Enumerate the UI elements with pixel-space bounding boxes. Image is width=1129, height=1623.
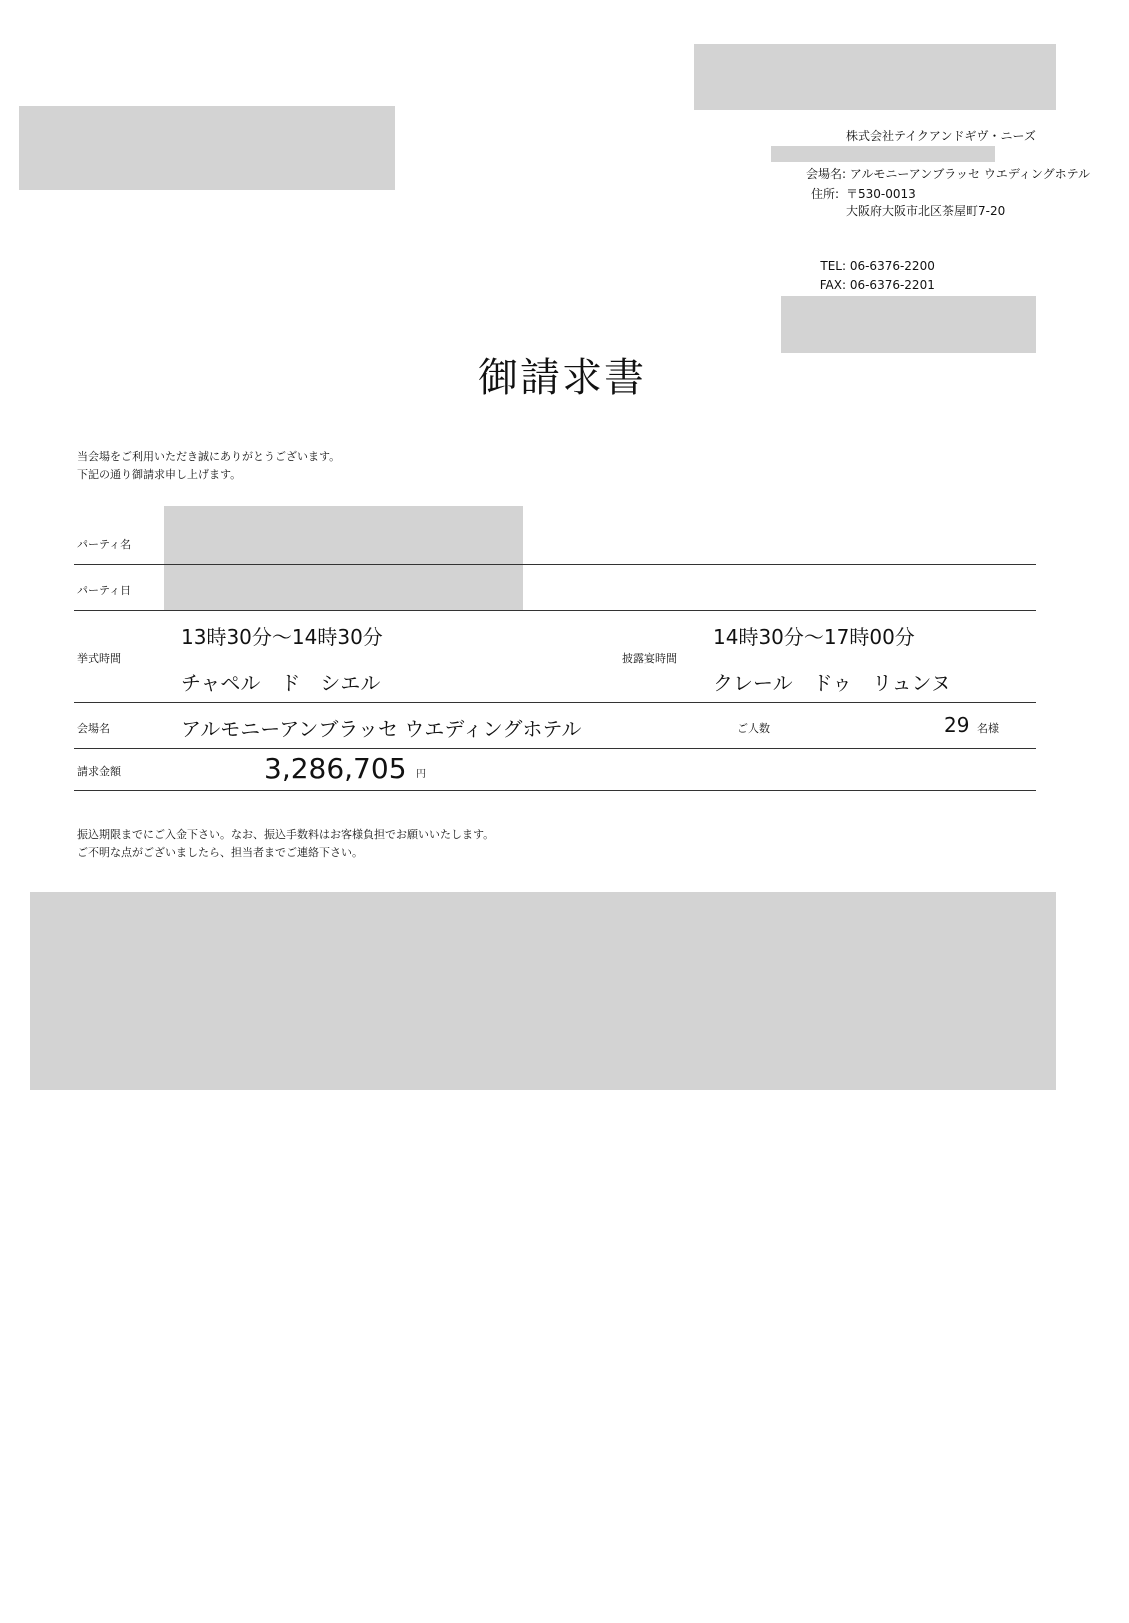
reception-place: クレール ドゥ リュンヌ — [713, 671, 951, 695]
venue-name: アルモニーアンブラッセ ウエディングホテル — [181, 717, 582, 741]
greeting-line-2: 下記の通り御請求申し上げます。 — [77, 468, 242, 481]
ceremony-label: 挙式時間 — [77, 652, 121, 665]
row-divider — [74, 610, 1036, 611]
redacted-block-top-left — [19, 106, 395, 190]
issuer-venue — [800, 165, 1090, 182]
redacted-block-under-fax — [781, 296, 1036, 353]
tel-line — [812, 259, 935, 273]
guests-count: 29 — [944, 713, 970, 737]
row-divider — [74, 790, 1036, 791]
reception-label: 披露宴時間 — [622, 652, 677, 665]
reception-time: 14時30分〜17時00分 — [713, 625, 915, 649]
address-label: 住所: — [811, 187, 840, 201]
ceremony-place: チャペル ド シエル — [181, 671, 381, 695]
party-date-label: パーティ日 — [77, 584, 132, 597]
redacted-line-under-company — [771, 146, 995, 162]
issuer-venue-label: 会場名: — [805, 167, 846, 181]
amount-label: 請求金額 — [77, 765, 121, 778]
issuer-venue-name: アルモニーアンブラッセ ウエディングホテル — [849, 167, 1091, 181]
redacted-block-top-right — [694, 44, 1056, 110]
note-line-2: ご不明な点がございましたら、担当者までご連絡下さい。 — [77, 846, 363, 859]
party-name-label: パーティ名 — [77, 538, 132, 551]
guests-unit: 名様 — [977, 722, 999, 735]
fax-line — [812, 278, 935, 292]
tel-number: 06-6376-2200 — [849, 259, 935, 273]
fax-label: FAX: — [819, 278, 846, 292]
row-divider — [74, 702, 1036, 703]
tel-label: TEL: — [820, 259, 846, 273]
amount-value: 3,286,705 — [264, 752, 407, 785]
row-divider — [74, 564, 1036, 565]
amount-unit: 円 — [416, 769, 426, 780]
fax-number: 06-6376-2201 — [849, 278, 935, 292]
guests-label: ご人数 — [737, 722, 770, 735]
company-name: 株式会社テイクアンドギヴ・ニーズ — [846, 129, 1036, 143]
ceremony-time: 13時30分〜14時30分 — [181, 625, 383, 649]
redacted-block-bottom — [30, 892, 1056, 1090]
greeting-line-1: 当会場をご利用いただき誠にありがとうございます。 — [77, 450, 341, 463]
redacted-party-info — [164, 506, 523, 610]
address: 大阪府大阪市北区茶屋町7-20 — [846, 204, 1006, 218]
venue-label: 会場名 — [77, 722, 110, 735]
postal-code: 〒530-0013 — [846, 187, 916, 201]
row-divider — [74, 748, 1036, 749]
document-title: 御請求書 — [478, 355, 646, 401]
note-line-1: 振込期限までにご入金下さい。なお、振込手数料はお客様負担でお願いいたします。 — [77, 828, 495, 841]
